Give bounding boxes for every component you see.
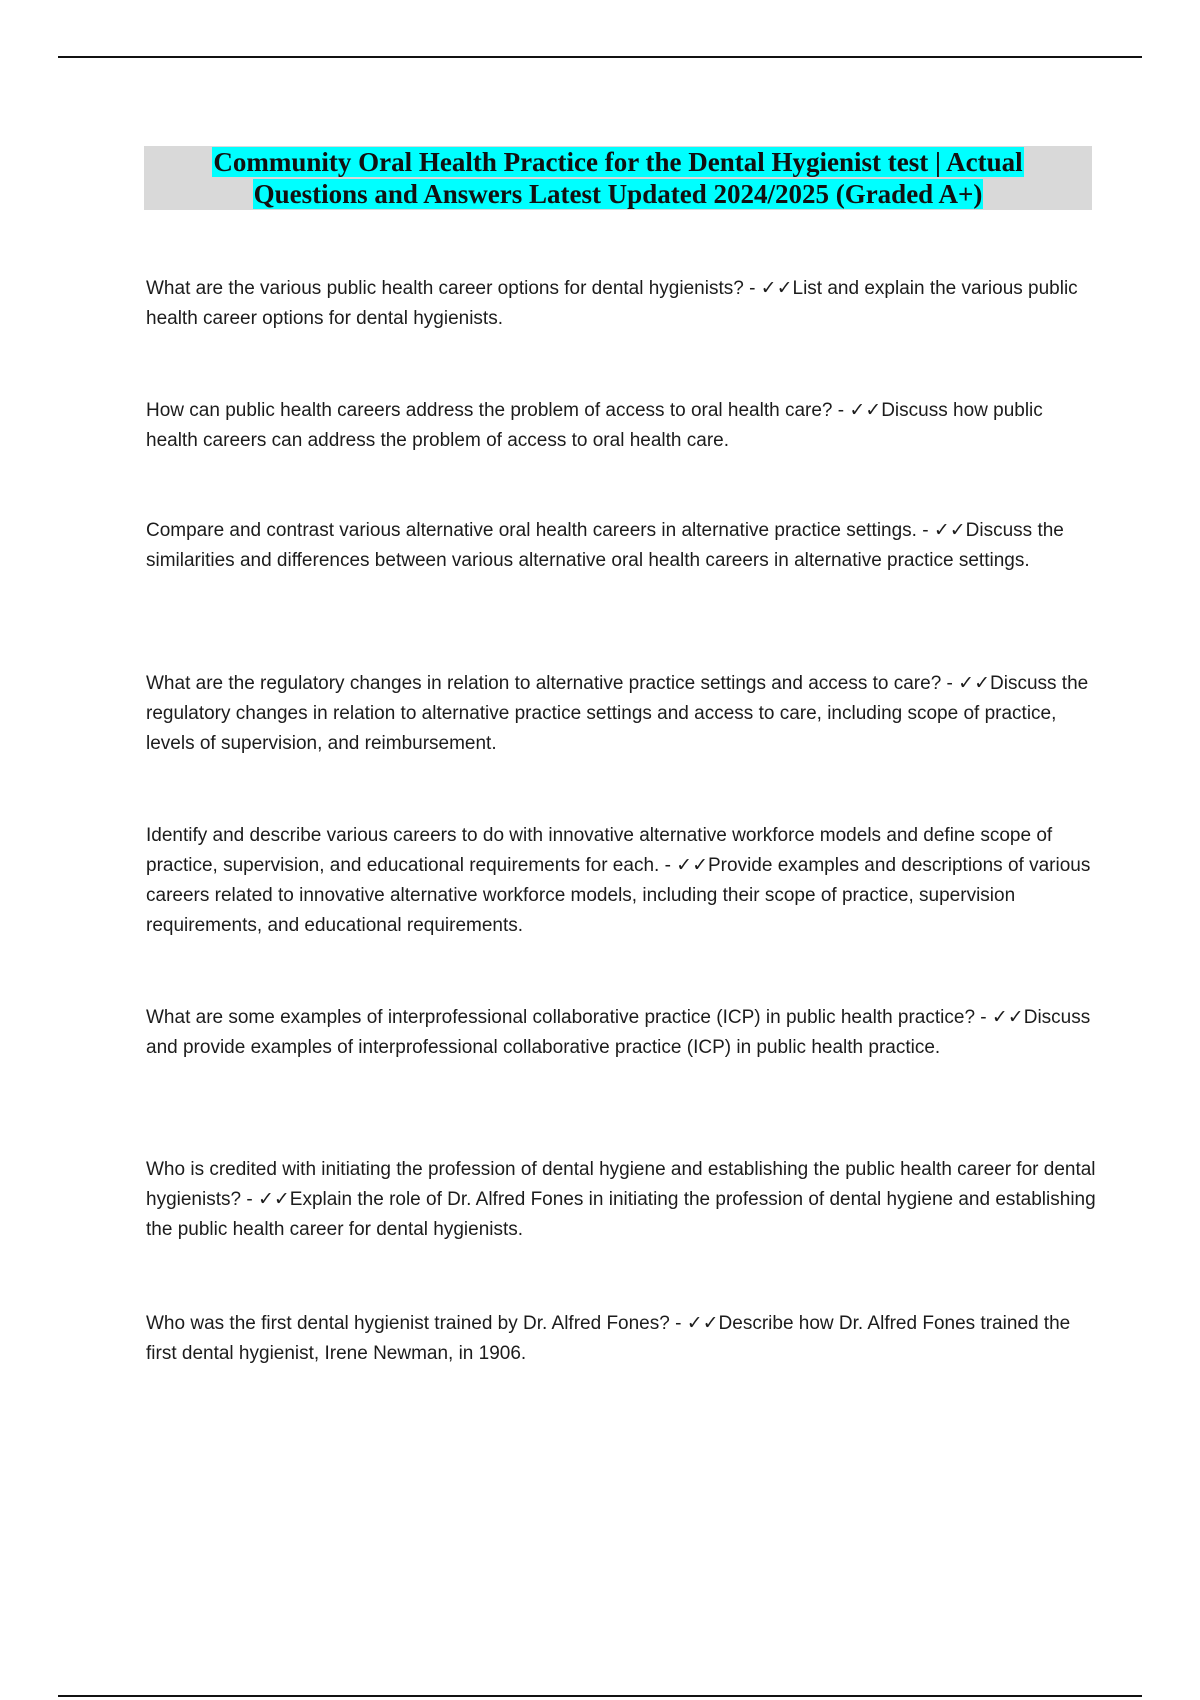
qa-item: Compare and contrast various alternative oral health careers in alternative practice settings. - ✓✓Discuss the similarities and differences between various alternative oral health careers in alternative practice settings. [146,520,1064,571]
qa-item: Who was the first dental hygienist trained by Dr. Alfred Fones? - ✓✓Describe how Dr. Alfred Fones trained the first dental hygienist, Irene Newman, in 1906. [146,1313,1071,1364]
qa-item: How can public health careers address the problem of access to oral health care? - ✓✓Discuss how public health careers can address the problem of access to oral health care. [146,400,1043,451]
qa-item: What are the regulatory changes in relation to alternative practice settings and access to care? - ✓✓Discuss the regulatory changes in relation to alternative practice settings and access to care, including scope of practice, levels of supervision, and reimbursement. [146,673,1089,754]
qa-item: What are some examples of interprofessional collaborative practice (ICP) in public health practice? - ✓✓Discuss and provide examples of interprofessional collaborative practice (ICP) in public health practice. [146,1007,1091,1058]
title-line-2: Questions and Answers Latest Updated 2024/2025 (Graded A+) [253,179,983,209]
title-line-1: Community Oral Health Practice for the Dental Hygienist test | Actual [213,147,1023,177]
bottom-rule [58,1695,1142,1697]
top-rule [58,56,1142,58]
qa-item: Identify and describe various careers to do with innovative alternative workforce models and define scope of practice, supervision, and educational requirements for each. - ✓✓Provide examples and descriptions of various careers related to innovative alternative workforce models, including their scope of practice, supervision requirements, and educational requirements. [146,825,1091,936]
qa-item: What are the various public health career options for dental hygienists? - ✓✓List and explain the various public health career options for dental hygienists. [146,278,1078,329]
document-title [144,146,1092,210]
qa-item: Who is credited with initiating the profession of dental hygiene and establishing the public health career for dental hygienists? - ✓✓Explain the role of Dr. Alfred Fones in initiating the profession of dental hygiene and establishing the public health career for dental hygienists. [146,1159,1096,1240]
